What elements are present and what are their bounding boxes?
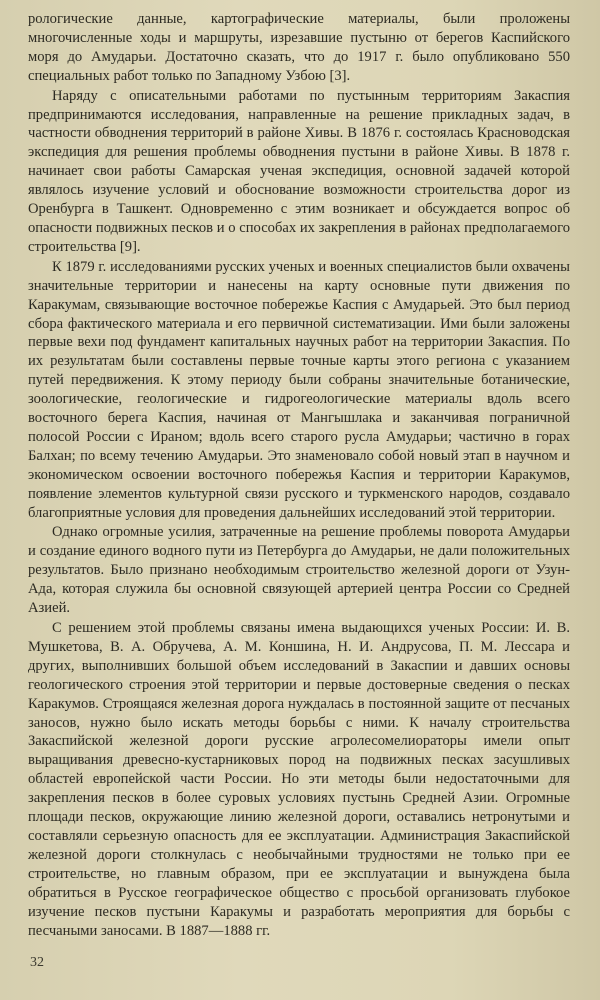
paragraph-1: рологические данные, картографические материалы, были проложены многочисленные ходы и маршруты, изрезавшие пустыню от берегов Каспийского моря до Амударьи. Достаточно сказать, что до 1917 г. было опубликовано 550 специальных работ только по Западному Узбою [3]. bbox=[28, 11, 570, 84]
paragraph-4: Однако огромные усилия, затраченные на решение проблемы поворота Амударьи и создание единого водного пути из Петербурга до Амударьи, не дали положительных результатов. Было признано необходимым строительство железной дороги от Узун-Ада, которая служила бы основной связующей артерией центра России со Средней Азией. bbox=[28, 524, 570, 617]
paragraph-3: К 1879 г. исследованиями русских ученых и военных специалистов были охвачены значительные территории и нанесены на карту основные пути движения по Каракумам, связывающие восточное побережье Каспия с Амударьей. Это был период сбора фактического материала и его первичной систематизации. Ими были заложены первые вехи под фундамент капитальных научных работ на территории Закаспия. По их результатам были составлены первые точные карты этого региона с указанием путей передвижения. К этому периоду были собраны значительные ботанические, зоологические, геологические и гидрогеологические материалы вдоль всего восточного берега Каспия, начиная от Мангышлака и заканчивая пограничной полосой России с Ираном; вдоль всего старого русла Амударьи; частично в горах Балхан; по всему течению Амударьи. Это знаменовало собой новый этап в научном и экономическом освоении восточного побережья Каспия и территории Каракумов, появление элементов культурной связи русского и туркменского народов, создавало благоприятные условия для проведения дальнейших исследований этой территории. bbox=[28, 258, 570, 521]
paragraph-5: С решением этой проблемы связаны имена выдающихся ученых России: И. В. Мушкетова, В. А. Обручева, А. М. Коншина, Н. И. Андрусова, П. М. Лессара и других, выполнивших большой объем исследований в Закаспии и давших основы геологического строения этой территории и первые достоверные сведения о песках Каракумов. Строящаяся железная дорога нуждалась в постоянной защите от песчаных заносов, нужно было искать методы борьбы с ними. К началу строительства Закаспийской железной дороги русские агролесомелиораторы имели опыт выращивания древесно-кустарниковых пород на подвижных песках засушливых областей европейской части России. Но эти методы были недостаточными для закрепления песков в более суровых условиях пустынь Средней Азии. Огромные площади песков, окружающие линию железной дороги, оставались нетронутыми и составляли серьезную опасность для ее эксплуатации. Администрация Закаспийской железной дороги столкнулась с необычайными трудностями не только при ее строительстве, но главным образом, при ее эксплуатации и вынуждена была обратиться в Русское географическое общество с просьбой организовать глубокое изучение песков пустыни Каракумы и разработать мероприятия для борьбы с песчаными заносами. В 1887—1888 гг. bbox=[28, 620, 570, 939]
paragraph-2: Наряду с описательными работами по пустынным территориям Закаспия предпринимаются исследования, направленные на решение прикладных задач, в частности обводнения территорий в районе Хивы. В 1876 г. состоялась Красноводская экспедиция для решения проблемы обводнения пустыни в районе Хивы. В 1878 г. начинает свои работы Самарская ученая экспедиция, основной задачей которой являлось изучение условий и обоснование возможности строительства дорог из Оренбурга в Ташкент. Одновременно с этим возникает и обсуждается вопрос об опасности подвижных песков и о способах их закрепления в районах предполагаемого строительства [9]. bbox=[28, 87, 570, 255]
body-text bbox=[28, 10, 570, 940]
page-number: 32 bbox=[30, 955, 44, 970]
